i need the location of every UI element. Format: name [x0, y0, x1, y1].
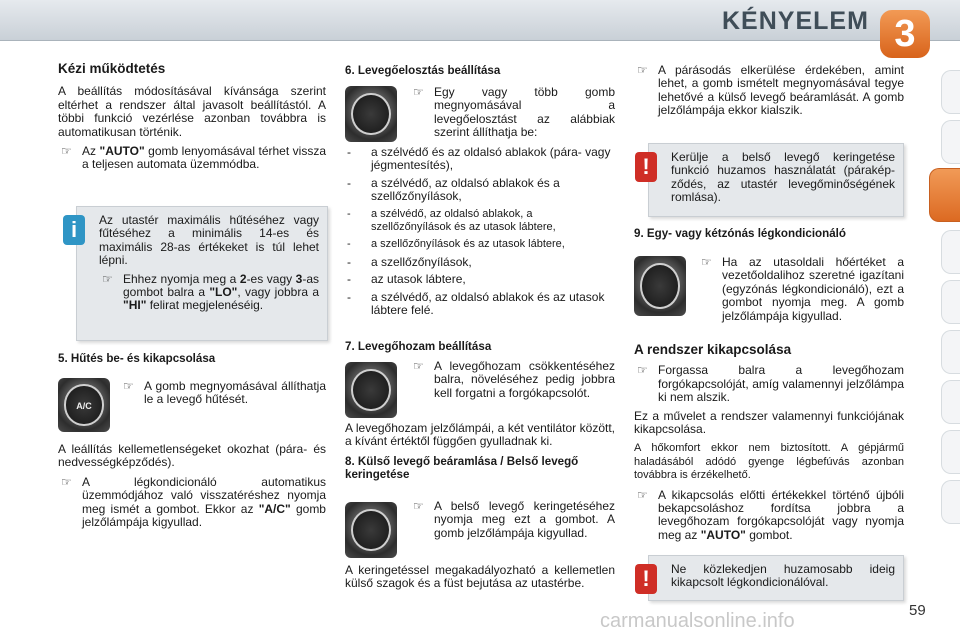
key-hi: "HI" — [123, 298, 147, 313]
bullet-text: A kikapcsolás előtti értékekkel történő újbóli bekapcsoláshoz fordítsa jobbra a levegőhozam forgókapcsolóját vagy nyomja meg az — [658, 487, 904, 542]
section-8-body — [345, 564, 615, 597]
chapter-tab[interactable] — [941, 380, 960, 424]
intro-paragraph: A beállítás módosításával kívánsága szerint eltérhet a rendszer által javasolt beállítástól. A többi funkció vezérlése azonban továbbra is automatikusan történik. — [58, 84, 326, 139]
sec8-paragraph: A keringetéssel megakadályozható a kellemetlen külső szagok és a füst bejutása az utastérbe. — [345, 563, 615, 591]
ac-button-icon — [58, 378, 110, 432]
list-item-text: a szélvédő és az oldalsó ablakok (pára- vagy jégmentesítés), — [371, 145, 611, 173]
info-bullet-text: , vagy jobbra a — [237, 285, 319, 300]
warning-icon: ! — [635, 152, 657, 182]
list-item — [345, 177, 615, 204]
list-item — [345, 208, 615, 235]
section-title-7: 7. Levegőhozam beállítása — [345, 340, 492, 353]
bullet-fresh-air — [634, 64, 904, 118]
bullet-text: gombot. — [745, 527, 793, 542]
sec5-paragraph: A leállítás kellemetlenségeket okozhat (pára- és nedvességképződés). — [58, 442, 326, 470]
bullet-text: Ha az utasoldali hőértéket a vezetőoldalihoz szeretné igazítani (egyzónás légkondicionáló), ezt a gombot nyomja meg. A gomb jelzőlámpája kigyullad. — [722, 255, 904, 323]
chapter-badge: 3 — [880, 10, 930, 58]
bullet-dual-zone — [698, 256, 904, 323]
dash-mark: - — [347, 175, 351, 190]
bullet-text: A levegőhozam csökkentéséhez balra, növeléséhez pedig jobbra kell forgatni a forgókapcsolót. — [434, 359, 615, 400]
chapter-tab[interactable] — [941, 120, 960, 164]
pointing-hand-icon: ☞ — [102, 271, 113, 286]
distribution-list — [345, 146, 615, 321]
list-item-text: a szélvédő, az oldalsó ablakok és a szellőzőnyílások, — [371, 175, 560, 204]
bullet-text: A gomb megnyomásával állíthatja le a levegő hűtését. — [144, 379, 326, 407]
info-text: Az utastér maximális hűtéséhez vagy fűtéséhez a minimális 14-es és maximális 28-as értékeket is túl lehet lépni. — [99, 213, 319, 268]
warning-text: Ne közlekedjen huzamosabb ideig kikapcsolt légkondicionálóval. — [671, 562, 895, 590]
pointing-hand-icon: ☞ — [413, 85, 424, 99]
list-item — [345, 256, 615, 269]
info-icon: i — [63, 215, 85, 245]
key-3: 3 — [295, 271, 303, 286]
bullet-text: Egy vagy több gomb megnyomásával a levegőelosztást az alábbiak szerint állíthatja be: — [434, 85, 615, 140]
page-title: KÉNYELEM — [722, 7, 869, 35]
list-item — [345, 238, 615, 251]
warning-note-recirculation — [642, 143, 904, 217]
section-title-5: 5. Hűtés be- és kikapcsolása — [58, 352, 216, 365]
section-title-6: 6. Levegőelosztás beállítása — [345, 64, 501, 77]
list-item-text: a szélvédő, az oldalsó ablakok, a szellőzőnyílások és az utasok lábtere, — [371, 207, 556, 234]
bullet-text: Forgassa balra a levegőhozam forgókapcsolóját, amíg valamennyi jelzőlámpa ki nem alszik. — [658, 363, 904, 405]
section-title-manual: Kézi működtetés — [58, 61, 166, 76]
list-item — [345, 291, 615, 318]
list-item-text: a szellőzőnyílások és az utasok lábtere, — [371, 238, 565, 251]
watermark: carmanualsonline.info — [600, 610, 795, 632]
column-left — [58, 62, 326, 177]
pointing-hand-icon: ☞ — [637, 487, 648, 502]
pointing-hand-icon: ☞ — [61, 144, 72, 159]
column-right — [634, 64, 904, 123]
section-5-bullet — [120, 380, 326, 412]
info-note — [70, 206, 328, 341]
dash-mark: - — [347, 272, 351, 287]
warning-icon: ! — [635, 564, 657, 594]
section-9-bullet — [698, 256, 904, 328]
chapter-tab-active[interactable] — [929, 168, 960, 222]
pointing-hand-icon: ☞ — [61, 474, 72, 489]
dual-zone-button-icon — [634, 256, 686, 316]
fan-speed-dial-icon — [345, 362, 397, 418]
section-5-body — [58, 443, 326, 534]
list-item-text: az utasok lábtere, — [371, 272, 466, 287]
bullet-ac — [120, 380, 326, 407]
bullet-text: gomb lenyomásával térhet vissza a teljesen automata üzemmódba. — [82, 144, 327, 172]
info-bullet-text: -as gombot balra a — [123, 271, 320, 300]
page-number: 59 — [909, 602, 926, 619]
auto-key: "AUTO" — [99, 144, 145, 159]
list-item-text: a szélvédő, az oldalsó ablakok és az utasok lábtere felé. — [371, 289, 605, 318]
list-item-text: a szellőzőnyílások, — [371, 254, 472, 269]
recirculation-button-icon — [345, 502, 397, 558]
section-title-8: 8. Külső levegő beáramlása / Belső levegő keringetése — [345, 454, 579, 482]
list-item — [345, 273, 615, 286]
ac-button-label: A/C — [76, 401, 92, 412]
chapter-tabs — [932, 60, 960, 560]
chapter-tab[interactable] — [941, 480, 960, 524]
bullet-recirculation — [410, 500, 615, 540]
section-7-bullet — [410, 360, 615, 405]
dash-mark: - — [347, 254, 351, 269]
bullet-text: gomb jelzőlámpája kigyullad. — [82, 501, 326, 530]
chapter-tab[interactable] — [941, 230, 960, 274]
bullet-auto — [58, 145, 326, 172]
warning-note-off — [642, 555, 904, 601]
key-2: 2 — [239, 271, 247, 286]
pointing-hand-icon: ☞ — [123, 379, 134, 393]
key-lo: "LO" — [209, 285, 238, 300]
bullet-ac-auto — [58, 476, 326, 530]
info-bullet — [99, 273, 319, 313]
pointing-hand-icon: ☞ — [413, 499, 424, 513]
section-7-body — [345, 422, 615, 490]
pointing-hand-icon: ☞ — [637, 63, 648, 77]
bullet-turn-off — [634, 364, 904, 404]
list-item — [345, 146, 615, 173]
info-bullet-text: -es vagy — [246, 271, 296, 286]
warning-text: Kerülje a belső levegő keringetése funkció huzamos használatát (páraképződés, az utastér levegőminőségének romlása). — [671, 150, 895, 205]
bullet-text: A légkondicionáló automatikus üzemmódjához való visszatéréshez nyomja meg ismét a gombot. Ekkor az — [82, 474, 326, 516]
section-off — [634, 343, 904, 547]
section-title-9: 9. Egy- vagy kétzónás légkondicionáló — [634, 227, 846, 240]
key-ac: "A/C" — [258, 501, 291, 516]
section-5 — [58, 352, 326, 373]
section-6-bullet — [410, 86, 615, 145]
section-9 — [634, 227, 904, 248]
off-paragraph-2: A hőkomfort ekkor nem biztosított. A gépjármű haladásából adódó gyenge légbefúvás azonban továbbra is érzékelhető. — [634, 442, 904, 482]
air-distribution-icon — [345, 86, 397, 142]
section-6 — [345, 64, 615, 85]
bullet-distribution — [410, 86, 615, 140]
bullet-text: A belső levegő keringetéséhez nyomja meg ezt a gombot. A gomb jelzőlámpája kigyullad. — [434, 499, 615, 540]
section-title-off: A rendszer kikapcsolása — [634, 342, 792, 357]
dash-mark: - — [347, 207, 351, 220]
bullet-fan — [410, 360, 615, 400]
bullet-turn-on — [634, 489, 904, 543]
dash-mark: - — [347, 238, 351, 251]
bullet-text: A párásodás elkerülése érdekében, amint lehet, a gomb ismételt megnyomásával tegye lehetővé a külső levegő beáramlását. A gomb jelzőlámpája ekkor kialszik. — [658, 63, 904, 118]
pointing-hand-icon: ☞ — [413, 359, 424, 373]
section-8-bullet — [410, 500, 615, 545]
auto-key: "AUTO" — [700, 527, 746, 542]
dash-mark: - — [347, 289, 351, 304]
sec7-paragraph: A levegőhozam jelzőlámpái, a két ventilátor között, a kívánt értéktől függően gyulladnak ki. — [345, 421, 615, 449]
pointing-hand-icon: ☞ — [701, 255, 712, 269]
pointing-hand-icon: ☞ — [637, 363, 648, 378]
info-bullet-text: Ehhez nyomja meg a — [123, 271, 240, 286]
chapter-tab[interactable] — [941, 430, 960, 474]
bullet-text: Az — [82, 144, 100, 159]
chapter-tab[interactable] — [941, 330, 960, 374]
dash-mark: - — [347, 145, 351, 159]
chapter-tab[interactable] — [941, 70, 960, 114]
off-paragraph-1: Ez a művelet a rendszer valamennyi funkciójának kikapcsolása. — [634, 408, 904, 437]
chapter-tab[interactable] — [941, 280, 960, 324]
info-bullet-text: felirat megjelenéséig. — [146, 298, 264, 313]
